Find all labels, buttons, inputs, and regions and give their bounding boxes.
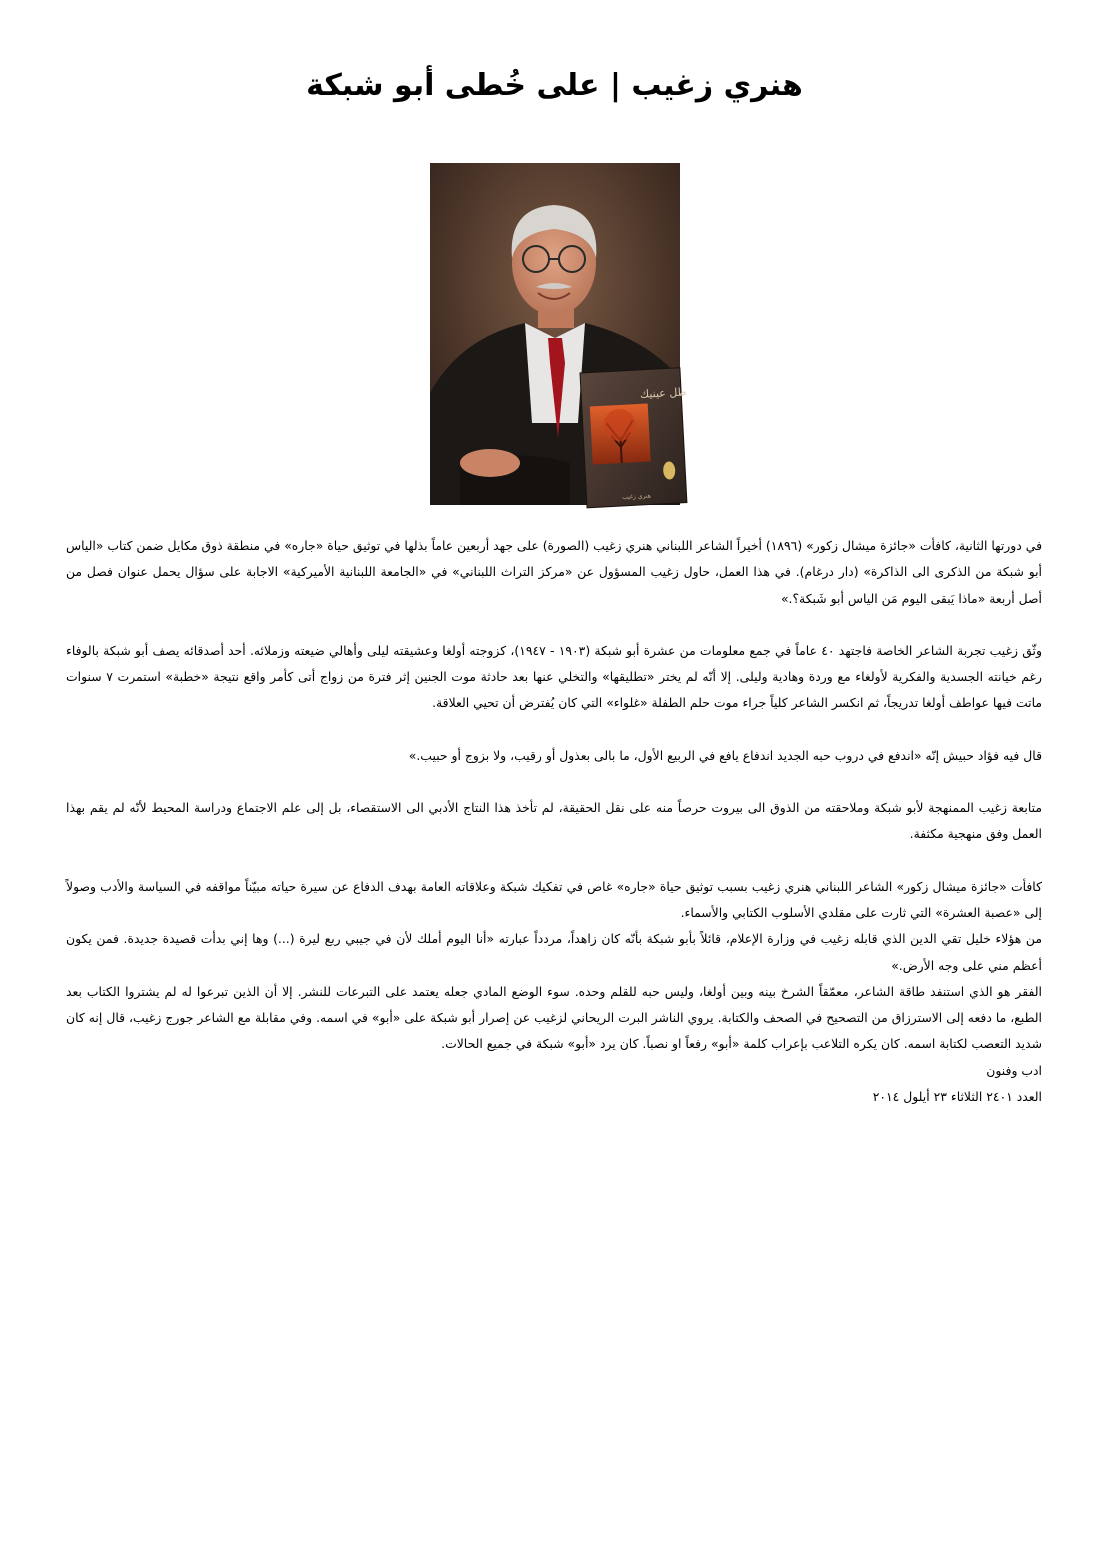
- paragraph: من هؤلاء خليل تقي الدين الذي قابله زغيب في وزارة الإعلام، قائلاً بأبو شبكة بأنّه كان زاهداً، مردداً عبارته «أنا اليوم أملك لأن في جيبي ربع ليرة (...) وها إني بدأت قصيدة جديدة. فمن يكون أعظم مني على وجه الأرض.»: [66, 931, 1042, 973]
- paragraph: متابعة زغيب الممنهجة لأبو شبكة وملاحقته من الذوق الى بيروت حرصاً منه على نقل الحقيقة، لم تأخذ هذا النتاج الأدبي الى الاستقصاء، بل إلى علم الاجتماع ودراسة المحيط لأنّه لم يقم بهذا العمل وفق منهجية مكثفة.: [66, 800, 1042, 842]
- paragraph: وثّق زغيب تجربة الشاعر الخاصة فاجتهد ٤٠ عاماً في جمع معلومات من عشرة أبو شبكة (١٩٠٣ - ١٩٤٧)، كزوجته أولغا وعشيقته ليلى وأهالي ضيعته وزملائه. أحد أصدقائه يصف أبو شبكة بالوفاء رغم خيانته الجسدية والفكرية لأولغاء مع وردة وهادية وليلى. إلا أنّه لم يختر «تطليقها» والتخلي عنها بعد حادثة موت الجنين إثر فترة من زواج أتى كأمر واقع نتيجة «خطبة» استمرت ٧ سنوات ماتت فيها عواطف أولغا تدريجاً، ثم انكسر الشاعر كلياً جراء موت حلم الطفلة «غلواء» التي كان يُفترض أن تحيي العلاقة.: [66, 642, 1042, 711]
- issue-info: العدد ٢٤٠١ الثلاثاء ٢٣ أيلول ٢٠١٤: [872, 1089, 1042, 1105]
- paragraph: الفقر هو الذي استنفد طاقة الشاعر، معمّقاً الشرخ بينه وبين أولغا، وليس حبه للقلم وحده. سوء الوضع المادي جعله يعتمد على التبرعات للنشر. إلا أن الذين تبرعوا له لم يشتروا الكتاب بعد الطبع، ما دفعه إلى الاسترزاق من التصحيح في الصحف والكتابة. يروي الناشر البرت الريحاني لزغيب عن إصرار أبو شبكة على «أبو» في اسمه. وفي مقابلة مع الشاعر جورج زغيب، قال إنه كان شديد التعصب لكتابة اسمه. كان يكره التلاعب بإعراب كلمة «أبو» رفعاً او نصباً. كان يرد «أبو» شبكة في جميع الحالات.: [66, 983, 1042, 1052]
- paragraph: في دورتها الثانية، كافأت «جائزة ميشال زكور» (١٨٩٦) أخيراً الشاعر اللبناني هنري زغيب (الصورة) على جهد أربعين عاماً بذلها في توثيق حياة «جاره» في منطقة ذوق مكايل ضمن كتاب «الياس أبو شبكة من الذكرى الى الذاكرة» (دار درغام). في هذا العمل، حاول زغيب المسؤول عن «مركز التراث اللبناني» في «الجامعة اللبنانية الأميركية» الاجابة على سؤال يحمل عنوان فصل من أصل أربعة «ماذا يَبقى اليوم مَن الياس أبو شَبكة؟.»: [66, 538, 1042, 606]
- article-title: هنري زغيب | على خُطى أبو شبكة: [306, 68, 803, 103]
- article-body: [66, 533, 1042, 1110]
- paragraph: قال فيه فؤاد حبيش إنّه «اندفع في دروب حبه الجديد اندفاع يافع في الربيع الأول، ما بالى بعذول أو رقيب، ولا بزوج أو حبيب.»: [408, 747, 1042, 763]
- section-label: ادب وفنون: [986, 1062, 1042, 1078]
- author-photo: [430, 163, 687, 505]
- book-footer-text: هنري زغيب: [622, 492, 652, 501]
- book-title-text: ظل عينيك: [639, 385, 687, 401]
- paragraph: كافأت «جائزة ميشال زكور» الشاعر اللبناني هنري زغيب بسبب توثيق حياة «جاره» غاص في تفكيك شبكة وعلاقاته العامة بهدف الدفاع عن سيرة حياته مبيّناً مواقفه في السياسة والأدب وصولاً إلى «عصبة العشرة» التي ثارت على مقلدي الأسلوب الكتابي والأسماء.: [66, 878, 1042, 920]
